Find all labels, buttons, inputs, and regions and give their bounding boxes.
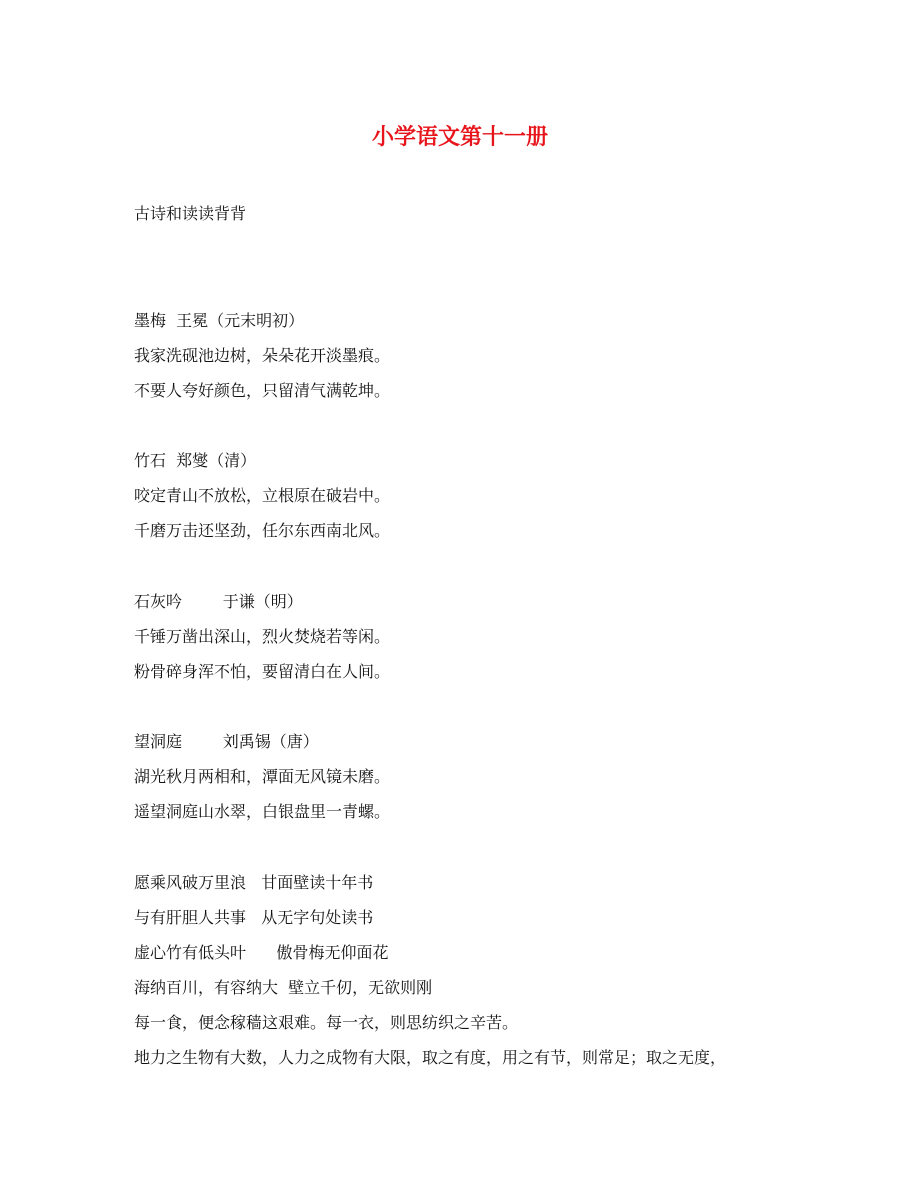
saying-line: 愿乘风破万里浪 甘面壁读十年书	[134, 873, 374, 892]
poem-line: 粉骨碎身浑不怕，要留清白在人间。	[134, 662, 391, 681]
saying-line: 与有肝胆人共事 从无字句处读书	[134, 908, 374, 927]
poem-heading-wang-dong-ting: 望洞庭 刘禹锡（唐）	[134, 732, 319, 751]
poem-line: 不要人夸好颜色，只留清气满乾坤。	[134, 381, 391, 400]
document-title: 小学语文第十一册	[371, 124, 548, 150]
saying-line: 虚心竹有低头叶 傲骨梅无仰面花	[134, 943, 389, 962]
poem-heading-mo-mei: 墨梅 王冕（元末明初）	[134, 311, 305, 330]
saying-line: 海纳百川，有容纳大 壁立千仞，无欲则刚	[134, 978, 433, 997]
poem-line: 千磨万击还坚劲，任尔东西南北风。	[134, 521, 391, 540]
saying-line: 地力之生物有大数，人力之成物有大限，取之有度，用之有节，则常足；取之无度，	[134, 1048, 727, 1067]
poem-line: 湖光秋月两相和，潭面无风镜未磨。	[134, 767, 391, 786]
poem-line: 我家洗砚池边树，朵朵花开淡墨痕。	[134, 346, 391, 365]
saying-line: 每一食，便念稼穑这艰难。每一衣，则思纺织之辛苦。	[134, 1013, 519, 1032]
poem-heading-shi-hui-yin: 石灰吟 于谦（明）	[134, 592, 303, 611]
poem-line: 遥望洞庭山水翠，白银盘里一青螺。	[134, 802, 391, 821]
poem-line: 千锤万凿出深山，烈火焚烧若等闲。	[134, 627, 391, 646]
section-heading: 古诗和读读背背	[134, 204, 247, 223]
poem-heading-zhu-shi: 竹石 郑燮（清）	[134, 451, 257, 470]
poem-line: 咬定青山不放松，立根原在破岩中。	[134, 486, 391, 505]
